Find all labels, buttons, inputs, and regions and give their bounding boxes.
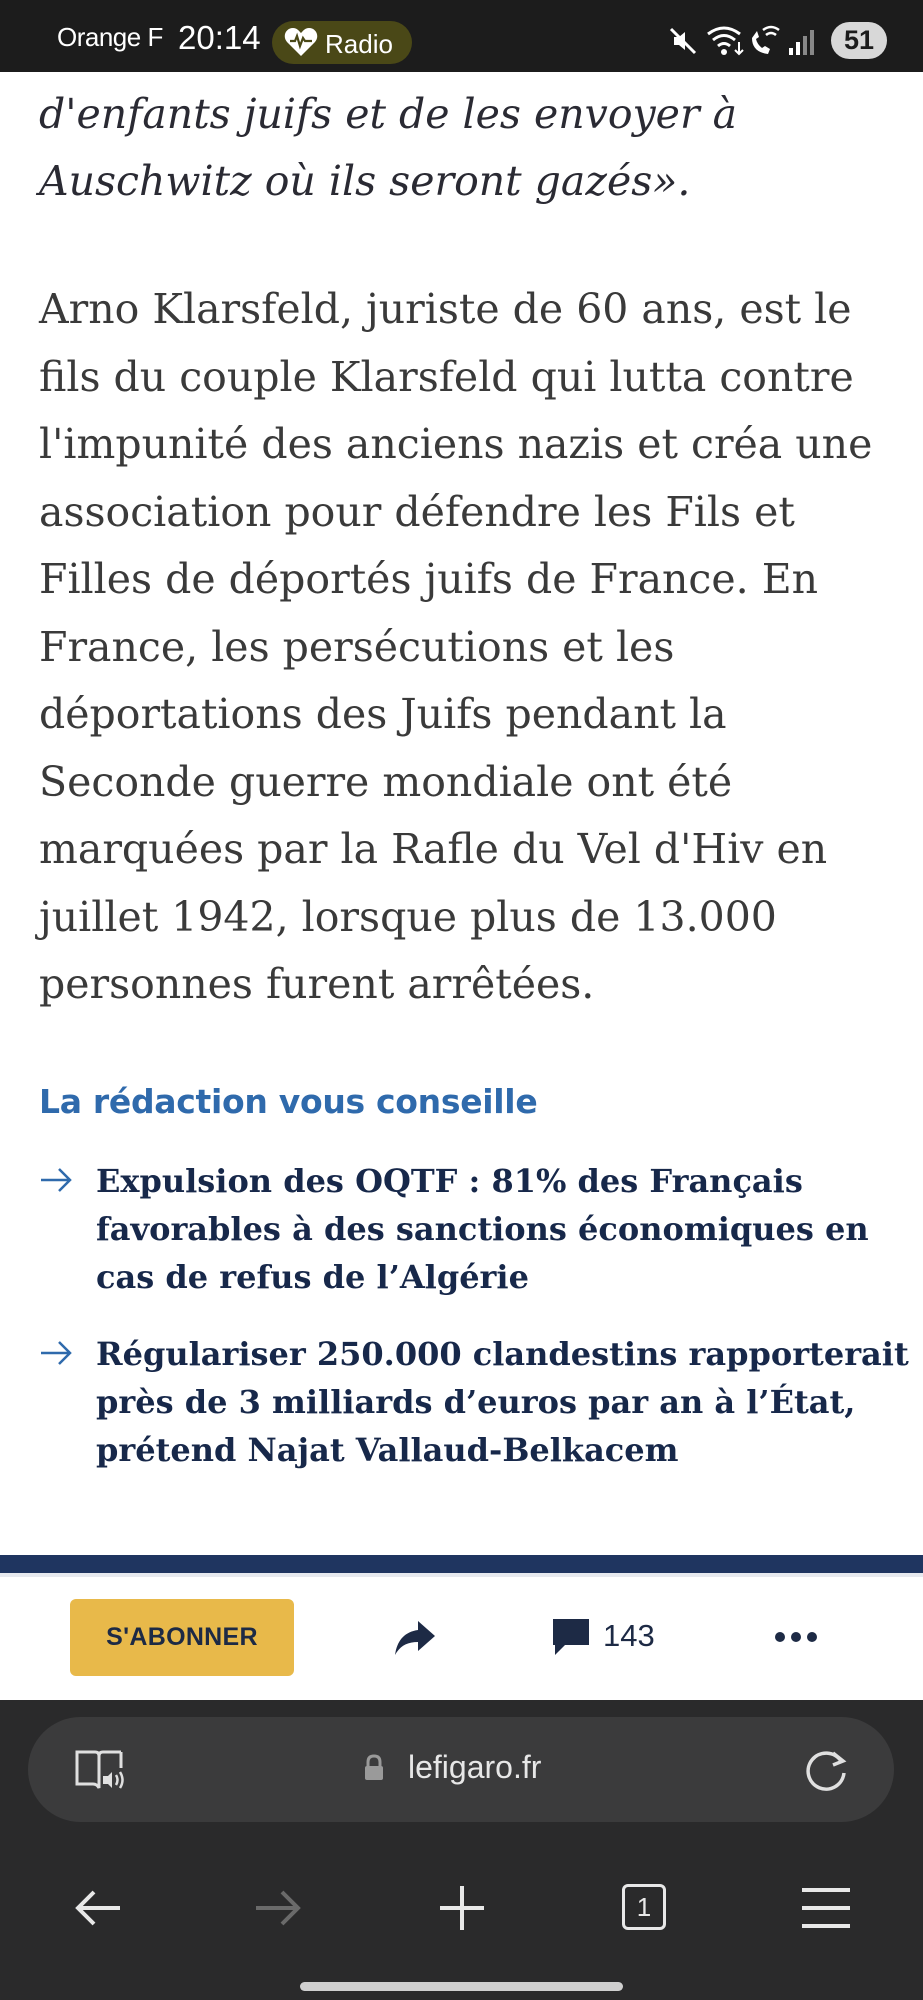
paragraph-line: Filles de déportés juifs de France. En xyxy=(39,555,819,603)
url-text[interactable]: lefigaro.fr xyxy=(408,1749,542,1785)
carrier-label: Orange F xyxy=(57,22,163,52)
share-icon[interactable] xyxy=(392,1615,438,1661)
wifi-calling-icon xyxy=(748,24,782,58)
article-quote xyxy=(39,72,899,215)
divider xyxy=(0,1555,923,1573)
paragraph-line: association pour défendre les Fils et xyxy=(39,487,795,536)
paragraph-line: personnes furent arrêtées. xyxy=(39,960,595,1008)
paragraph-line: France, les persécutions et les xyxy=(39,622,675,671)
recommended-article-link[interactable] xyxy=(39,1157,899,1307)
rec-line: Régulariser 250.000 clandestins rapporterait xyxy=(96,1335,909,1373)
arrow-right-icon xyxy=(39,1165,73,1195)
divider xyxy=(0,1573,923,1577)
wifi-icon xyxy=(706,24,746,58)
comment-count: 143 xyxy=(603,1618,655,1653)
subscribe-button[interactable]: S'ABONNER xyxy=(70,1599,294,1676)
article-paragraph xyxy=(39,276,899,1019)
quote-line xyxy=(39,72,899,81)
clock: 20:14 xyxy=(178,19,261,56)
signal-icon xyxy=(787,28,815,56)
paragraph-line: Arno Klarsfeld, juriste de 60 ans, est le xyxy=(39,285,852,333)
rec-line: prétend Najat Vallaud-Belkacem xyxy=(96,1431,679,1469)
article-action-bar xyxy=(0,1555,923,1700)
reader-mode-icon[interactable] xyxy=(73,1746,127,1794)
quote-line: d'enfants juifs et de les envoyer à xyxy=(39,90,738,138)
home-indicator[interactable] xyxy=(300,1982,623,1991)
more-options-icon[interactable] xyxy=(773,1620,819,1654)
radio-pill[interactable] xyxy=(272,21,412,64)
radio-label: Radio xyxy=(325,29,393,59)
recommended-article-link[interactable] xyxy=(39,1330,909,1480)
address-bar[interactable] xyxy=(28,1717,894,1822)
paragraph-line: déportations des Juifs pendant la xyxy=(39,690,727,738)
paragraph-line: juillet 1942, lorsque plus de 13.000 xyxy=(39,892,777,941)
menu-icon[interactable] xyxy=(796,1878,856,1938)
comment-icon xyxy=(551,1617,591,1659)
lock-icon xyxy=(363,1754,385,1782)
recommendations-title: La rédaction vous conseille xyxy=(39,1082,538,1121)
new-tab-icon[interactable] xyxy=(432,1878,492,1938)
rec-line: Expulsion des OQTF : 81% des Français xyxy=(96,1162,803,1200)
reload-icon[interactable] xyxy=(803,1747,849,1793)
browser-toolbar xyxy=(0,1700,923,2000)
mute-icon xyxy=(668,26,698,56)
browser-nav-row xyxy=(0,1878,923,1958)
paragraph-line: l'impunité des anciens nazis et créa une xyxy=(39,420,873,468)
rec-line: cas de refus de l’Algérie xyxy=(96,1258,529,1296)
paragraph-line: fils du couple Klarsfeld qui lutta contre xyxy=(39,352,854,401)
paragraph-line: marquées par la Rafle du Vel d'Hiv en xyxy=(39,825,828,873)
forward-icon[interactable] xyxy=(248,1878,308,1938)
rec-line: près de 3 milliards d’euros par an à l’État, xyxy=(96,1383,856,1421)
tab-count: 1 xyxy=(622,1884,666,1930)
rec-line: favorables à des sanctions économiques en xyxy=(96,1210,869,1248)
paragraph-line: Seconde guerre mondiale ont été xyxy=(39,757,733,806)
status-bar xyxy=(0,0,923,72)
tabs-button[interactable] xyxy=(614,1878,674,1938)
battery-icon: 51 xyxy=(831,22,887,59)
recommended-article-title[interactable] xyxy=(96,1330,909,1474)
arrow-right-icon xyxy=(39,1338,73,1368)
heart-icon xyxy=(284,27,318,57)
back-icon[interactable] xyxy=(68,1878,128,1938)
quote-line: Auschwitz où ils seront gazés». xyxy=(39,157,691,205)
article-body xyxy=(0,72,923,1557)
recommended-article-title[interactable] xyxy=(96,1157,869,1301)
comments-button[interactable] xyxy=(551,1613,671,1663)
